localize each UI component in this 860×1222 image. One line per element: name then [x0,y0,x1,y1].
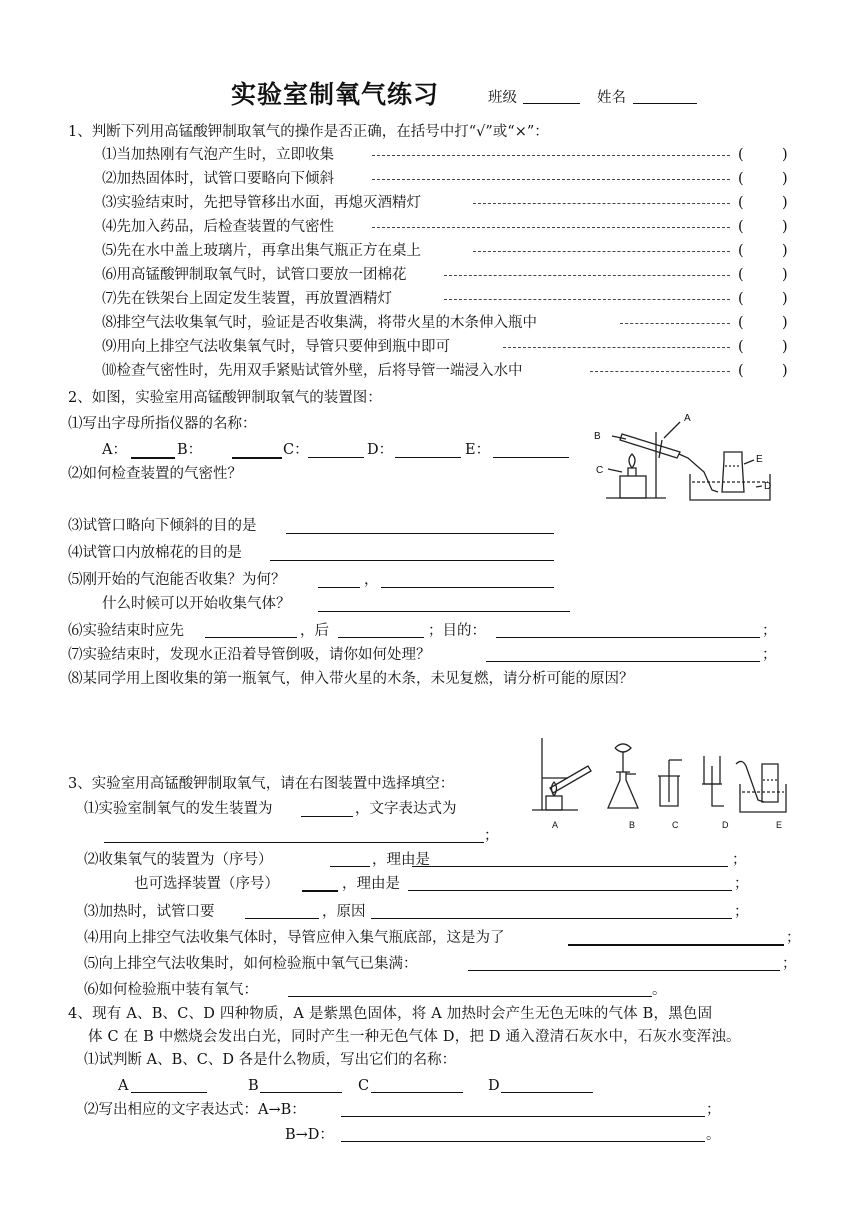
answer-blank[interactable] [318,611,570,612]
answer-blank[interactable] [341,1116,705,1117]
semicolon: ； [734,904,749,920]
answer-blank-a[interactable] [131,1092,207,1093]
q2-sub7: ⑺实验结束时，发现水正沿着导管倒吸，请你如何处理？ [68,647,431,663]
answer-blank[interactable] [381,587,554,588]
period: 。 [652,982,667,998]
leader-dashes [590,371,730,372]
q2-sub6-end: ；目的： [428,623,486,639]
q3-sub5: ⑸向上排空气法收集时，如何检验瓶中氧气已集满： [84,956,418,972]
q1-item-5: ⑸先在水中盖上玻璃片，再拿出集气瓶正方在桌上 [102,243,421,259]
q4-sub2: ⑵写出相应的文字表达式：A→B： [84,1102,306,1118]
q2-sub6: ⑹实验结束时应先 [68,623,184,639]
semicolon: ； [762,623,777,639]
answer-bracket-close: ) [782,363,788,379]
q1-item-9: ⑼用向上排空气法收集氧气时，导管只要伸到瓶中即可 [102,339,450,355]
figure-label-d: D [764,481,772,492]
answer-blank[interactable] [245,918,319,919]
q2-label-d: D： [367,442,394,458]
semicolon: ； [786,930,801,946]
q3-sub2b-tail: ，理由是 [342,876,400,892]
q1-item-2: ⑵加热固体时，试管口要略向下倾斜 [102,171,334,187]
answer-bracket-open: ( [738,171,744,187]
apparatus-options-figure [528,736,790,832]
q1-item-1: ⑴当加热刚有气泡产生时，立即收集 [102,147,334,163]
oxygen-apparatus-figure [592,412,778,504]
q3-sub2-tail: ，理由是 [372,852,430,868]
q2-stem: 2、如图，实验室用高锰酸钾制取氧气的装置图： [68,390,382,406]
answer-bracket-close: ) [782,243,788,259]
semicolon: ； [706,1102,721,1118]
answer-bracket-close: ) [782,219,788,235]
answer-blank[interactable] [318,587,360,588]
leader-dashes [372,179,730,180]
q2-sub5b: 什么时候可以开始收集气体？ [102,596,291,612]
q2-sub3: ⑶试管口略向下倾斜的目的是 [68,518,257,534]
leader-dashes [372,155,730,156]
answer-blank[interactable] [486,661,760,662]
answer-blank-b[interactable] [232,457,282,459]
q4-label-b: B [248,1078,259,1094]
leader-dashes [473,203,730,204]
answer-bracket-close: ) [782,291,788,307]
answer-bracket-open: ( [738,267,744,283]
q4-line-1: 4、现有 A、B、C、D 四种物质，A 是紫黑色固体，将 A 加热时会产生无色无味的气体 B，黑色固 [68,1006,713,1022]
answer-bracket-open: ( [738,195,744,211]
answer-blank[interactable] [205,637,297,638]
q1-item-6: ⑹用高锰酸钾制取氧气时，试管口要放一团棉花 [102,267,407,283]
answer-blank[interactable] [270,560,554,561]
q4-label-a: A [118,1078,129,1094]
page-title: 实验室制氧气练习 [231,80,440,109]
period: 。 [706,1127,721,1143]
comma: ， [364,572,379,588]
q3-sub3-tail: ，原因 [322,904,366,920]
answer-bracket-close: ) [782,315,788,331]
answer-bracket-open: ( [738,147,744,163]
figure-label-c: C [672,820,679,830]
q2-label-b: B： [177,442,203,458]
q1-item-7: ⑺先在铁架台上固定发生装置，再放置酒精灯 [102,291,392,307]
class-blank[interactable] [523,103,580,104]
q4-sub1: ⑴试判断 A、B、C、D 各是什么物质，写出它们的名称： [84,1052,457,1068]
answer-blank[interactable] [341,1141,705,1142]
q3-sub1: ⑴实验室制氧气的发生装置为 [84,801,273,817]
leader-dashes [620,323,730,324]
leader-dashes [372,227,730,228]
answer-blank[interactable] [371,918,732,919]
answer-bracket-close: ) [782,267,788,283]
q2-sub2: ⑵如何检查装置的气密性？ [68,466,242,482]
semicolon: ； [734,876,749,892]
q4-sub2b: B→D： [285,1127,334,1143]
q2-label-e: E： [465,442,491,458]
figure-label-d: D [722,820,729,830]
leader-dashes [503,347,730,348]
figure-label-a: A [552,820,559,830]
answer-bracket-open: ( [738,315,744,331]
answer-blank-a[interactable] [131,457,175,459]
figure-label-b: B [629,820,636,830]
q2-sub1: ⑴写出字母所指仪器的名称： [68,416,257,432]
answer-blank[interactable] [468,970,780,971]
figure-label-b: B [594,431,601,442]
q3-sub3: ⑶加热时，试管口要 [84,904,215,920]
leader-dashes [444,275,730,276]
semicolon: ； [484,828,499,844]
q1-item-4: ⑷先加入药品，后检查装置的气密性 [102,219,334,235]
q2-sub6-mid: ，后 [300,623,329,639]
q3-sub2b: 也可选择装置（序号） [134,876,279,892]
answer-blank-c[interactable] [308,457,364,458]
q1-stem: 1、判断下列用高锰酸钾制取氧气的操作是否正确，在括号中打“√”或“×”： [68,124,549,140]
q2-sub5: ⑸刚开始的气泡能否收集？为何？ [68,572,286,588]
q2-label-a: A： [102,442,127,458]
leader-dashes [473,251,730,252]
q4-line-2: 体 C 在 B 中燃烧会发出白光，同时产生一种无色气体 D，把 D 通入澄清石灰水中，石灰水变浑浊。 [88,1029,741,1045]
answer-blank-b[interactable] [260,1092,342,1093]
answer-bracket-close: ) [782,171,788,187]
q3-sub2: ⑵收集氧气的装置为（序号） [84,852,273,868]
figure-label-c: C [596,465,604,476]
answer-bracket-close: ) [782,339,788,355]
q1-item-3: ⑶实验结束时，先把导管移出水面，再熄灭酒精灯 [102,195,421,211]
answer-blank[interactable] [338,637,424,638]
answer-blank[interactable] [301,816,353,817]
q3-sub6: ⑹如何检验瓶中装有氧气： [84,982,258,998]
answer-bracket-open: ( [738,363,744,379]
name-blank[interactable] [633,103,697,104]
q3-stem: 3、实验室用高锰酸钾制取氧气，请在右图装置中选择填空： [68,776,455,792]
name-label: 姓名 [597,90,626,106]
q4-label-d: D [488,1078,500,1094]
answer-blank[interactable] [496,637,760,638]
figure-label-e: E [776,820,783,830]
q4-label-c: C [358,1078,370,1094]
semicolon: ； [782,956,797,972]
answer-blank[interactable] [104,842,484,843]
answer-blank[interactable] [408,890,732,891]
answer-blank[interactable] [412,866,728,867]
semicolon: ； [732,852,747,868]
answer-blank[interactable] [302,890,338,892]
q3-sub4: ⑷用向上排空气法收集气体时，导管应伸入集气瓶底部，这是为了 [84,930,505,946]
answer-bracket-open: ( [738,291,744,307]
q2-sub4: ⑷试管口内放棉花的目的是 [68,545,242,561]
figure-label-a: A [684,413,691,424]
q3-sub1-tail: ，文字表达式为 [355,801,457,817]
answer-blank[interactable] [288,996,652,997]
answer-bracket-close: ) [782,147,788,163]
semicolon: ； [762,647,777,663]
answer-bracket-open: ( [738,219,744,235]
answer-bracket-open: ( [738,339,744,355]
answer-blank-d[interactable] [395,457,461,458]
answer-blank-d[interactable] [501,1092,593,1093]
q1-item-10: ⑽检查气密性时，先用双手紧贴试管外壁，后将导管一端浸入水中 [102,363,523,379]
q1-item-8: ⑻排空气法收集氧气时，验证是否收集满，将带火星的木条伸入瓶中 [102,315,537,331]
figure-label-e: E [756,454,763,465]
q2-label-c: C： [283,442,309,458]
answer-blank[interactable] [330,866,370,867]
answer-bracket-close: ) [782,195,788,211]
class-label: 班级 [488,90,517,106]
answer-bracket-open: ( [738,243,744,259]
answer-blank[interactable] [568,944,784,946]
answer-blank-e[interactable] [493,457,569,458]
leader-dashes [444,299,730,300]
answer-blank[interactable] [286,533,554,534]
answer-blank-c[interactable] [371,1092,463,1093]
q2-sub8: ⑻某同学用上图收集的第一瓶氧气，伸入带火星的木条，未见复燃，请分析可能的原因？ [68,671,634,687]
